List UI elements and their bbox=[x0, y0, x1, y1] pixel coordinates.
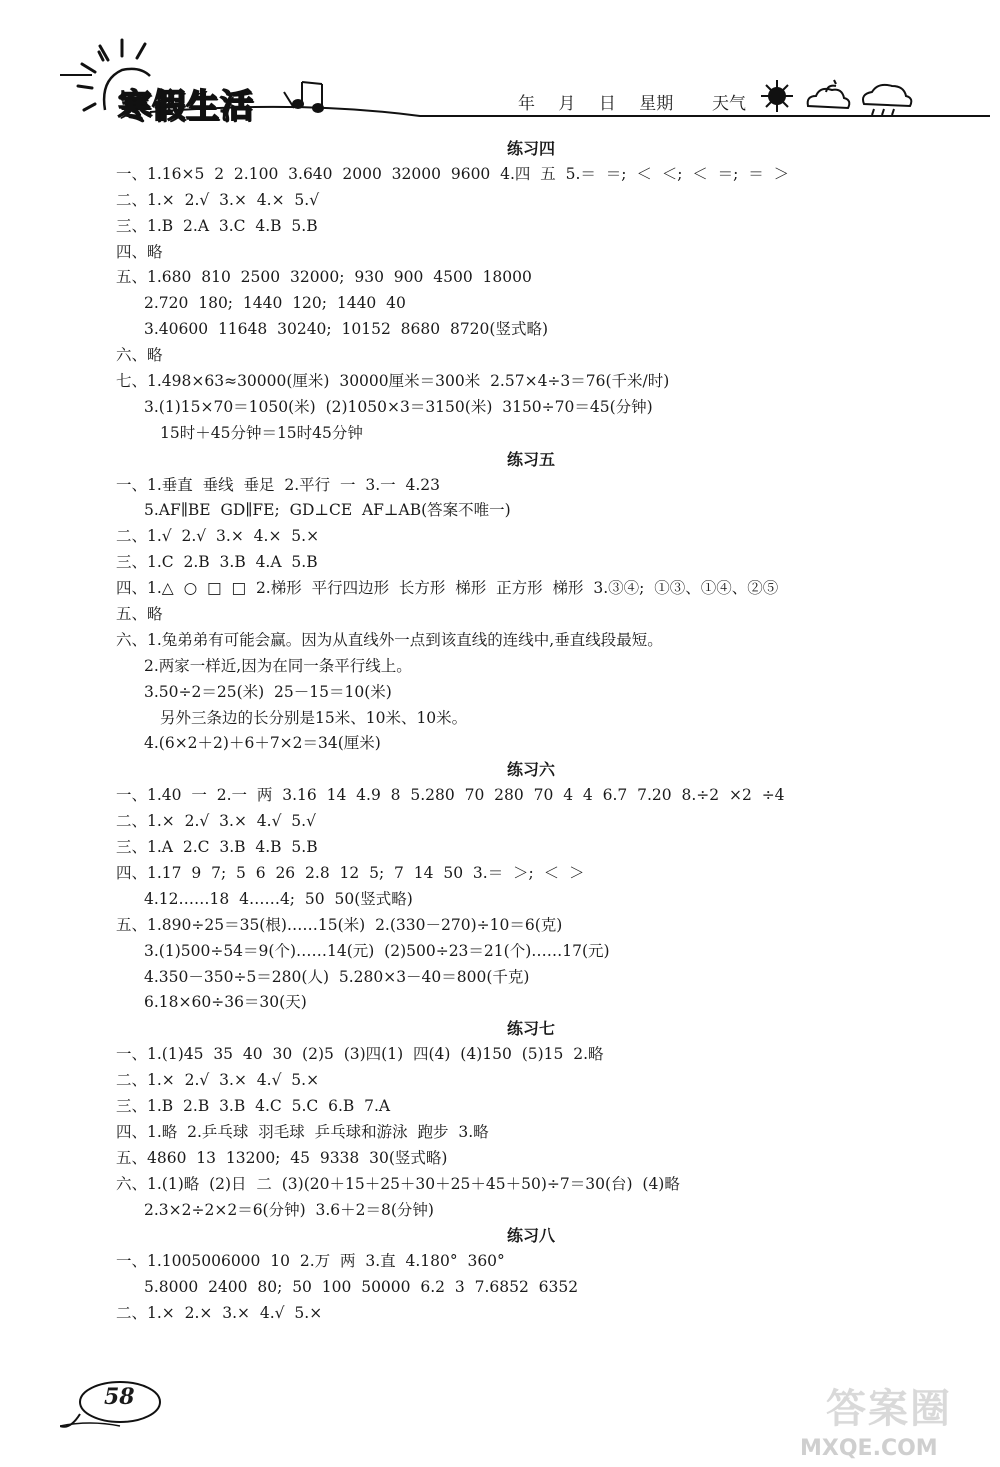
answer-line: 3.(1)500÷54＝9(个)……14(元) (2)500÷23＝21(个)……17(元) bbox=[144, 941, 610, 960]
answer-line: 3.50÷2＝25(米) 25－15＝10(米) bbox=[144, 682, 392, 701]
answer-line: 六、1.兔弟弟有可能会赢。因为从直线外一点到该直线的连线中,垂直线段最短。 bbox=[116, 630, 663, 649]
answer-line: 三、1.C 2.B 3.B 4.A 5.B bbox=[116, 553, 318, 572]
answer-line: 六、1.(1)略 (2)日 二 (3)(20＋15＋25＋30＋25＋45＋50)÷7＝30(台) (4)略 bbox=[116, 1174, 680, 1193]
weather-label: 天气 bbox=[712, 94, 746, 114]
day-label: 日 bbox=[598, 94, 616, 114]
answer-line: 一、1.1005006000 10 2.万 两 3.直 4.180° 360° bbox=[116, 1252, 505, 1271]
answer-line: 二、1.√ 2.√ 3.× 4.× 5.× bbox=[116, 527, 320, 546]
answer-line: 3.40600 11648 30240; 10152 8680 8720(竖式略) bbox=[144, 320, 548, 339]
watermark-url: MXQE.COM bbox=[800, 1436, 938, 1461]
date-fields bbox=[518, 89, 687, 114]
answer-line: 五、4860 13 13200; 45 9338 30(竖式略) bbox=[116, 1148, 448, 1167]
answer-line: 二、1.× 2.× 3.× 4.√ 5.× bbox=[116, 1304, 323, 1323]
month-label: 月 bbox=[558, 94, 576, 114]
answer-line: 4.350－350÷5＝280(人) 5.280×3－40＝800(千克) bbox=[144, 967, 530, 986]
answer-line: 五、1.890÷25＝35(根)……15(米) 2.(330－270)÷10＝6(克) bbox=[116, 915, 563, 934]
answer-line: 2.720 180; 1440 120; 1440 40 bbox=[144, 294, 406, 313]
sun-weather-icon bbox=[761, 80, 793, 112]
answer-line: 15时＋45分钟＝15时45分钟 bbox=[160, 423, 363, 442]
answer-line: 5.8000 2400 80; 50 100 50000 6.2 3 7.6852 6352 bbox=[144, 1278, 579, 1297]
watermark-logo: 答案圈 bbox=[826, 1386, 952, 1432]
answer-line: 二、1.× 2.√ 3.× 4.× 5.√ bbox=[116, 190, 320, 209]
answer-line: 3.(1)15×70＝1050(米) (2)1050×3＝3150(米) 3150÷70＝45(分钟) bbox=[144, 397, 653, 416]
page-number-badge bbox=[60, 1380, 220, 1450]
answer-line: 二、1.× 2.√ 3.× 4.√ 5.√ bbox=[116, 812, 316, 831]
year-label: 年 bbox=[518, 94, 535, 114]
answer-line: 二、1.× 2.√ 3.× 4.√ 5.× bbox=[116, 1071, 320, 1090]
answer-line: 2.3×2÷2×2＝6(分钟) 3.6＋2＝8(分钟) bbox=[144, 1200, 434, 1219]
answer-line: 5.AF∥BE GD∥FE; GD⊥CE AF⊥AB(答案不唯一) bbox=[144, 501, 511, 520]
answer-line: 一、1.(1)45 35 40 30 (2)5 (3)四(1) 四(4) (4)150 (5)15 2.略 bbox=[116, 1045, 604, 1064]
section-title: 练习七 bbox=[506, 1019, 555, 1039]
answer-line: 六、略 bbox=[116, 346, 163, 365]
answer-line: 四、1.17 9 7; 5 6 26 2.8 12 5; 7 14 50 3.＝ ＞; ＜ ＞ bbox=[116, 863, 585, 882]
answer-line: 4.(6×2＋2)＋6＋7×2＝34(厘米) bbox=[144, 734, 381, 753]
answer-line: 五、1.680 810 2500 32000; 930 900 4500 18000 bbox=[116, 268, 532, 287]
weekday-label: 星期 bbox=[639, 94, 674, 114]
answer-line: 6.18×60÷36＝30(天) bbox=[144, 993, 307, 1012]
rain-cloud-icon bbox=[863, 85, 911, 115]
answer-line: 2.两家一样近,因为在同一条平行线上。 bbox=[144, 656, 412, 675]
cloud-sun-icon bbox=[808, 80, 850, 108]
answer-line: 五、略 bbox=[116, 605, 163, 624]
answer-line: 三、1.A 2.C 3.B 4.B 5.B bbox=[116, 838, 318, 857]
logo-title: 寒假生活 bbox=[118, 86, 254, 125]
answer-line: 4.12……18 4……4; 50 50(竖式略) bbox=[144, 889, 413, 908]
answer-line: 一、1.40 一 2.一 两 3.16 14 4.9 8 5.280 70 280 70 4 4 6.7 7.20 8.÷2 ×2 ÷4 bbox=[116, 786, 785, 805]
section-title: 练习四 bbox=[506, 139, 555, 158]
answer-line: 四、1.略 2.乒乓球 羽毛球 乒乓球和游泳 跑步 3.略 bbox=[116, 1122, 489, 1141]
answer-line: 七、1.498×63≈30000(厘米) 30000厘米＝300米 2.57×4÷3＝76(千米/时) bbox=[116, 372, 670, 391]
answer-line: 一、1.16×5 2 2.100 3.640 2000 32000 9600 4.四 五 5.＝ ＝; ＜ ＜; ＜ ＝; ＝ ＞ bbox=[116, 164, 790, 183]
answer-line: 另外三条边的长分别是15米、10米、10米。 bbox=[160, 708, 468, 727]
section-title: 练习五 bbox=[506, 449, 555, 469]
answer-line: 一、1.垂直 垂线 垂足 2.平行 一 3.一 4.23 bbox=[116, 475, 441, 494]
page-number: 58 bbox=[104, 1384, 135, 1410]
answer-line: 四、略 bbox=[116, 242, 163, 261]
answer-line: 四、1.△ ○ □ □ 2.梯形 平行四边形 长方形 梯形 正方形 梯形 3.③④; ①③、①④、②⑤ bbox=[116, 579, 779, 598]
answer-line: 三、1.B 2.A 3.C 4.B 5.B bbox=[116, 216, 318, 235]
page-header bbox=[0, 0, 1000, 135]
section-title: 练习六 bbox=[506, 760, 555, 780]
answer-line: 三、1.B 2.B 3.B 4.C 5.C 6.B 7.A bbox=[116, 1096, 391, 1115]
answer-content bbox=[116, 136, 946, 1327]
section-title: 练习八 bbox=[506, 1226, 555, 1246]
